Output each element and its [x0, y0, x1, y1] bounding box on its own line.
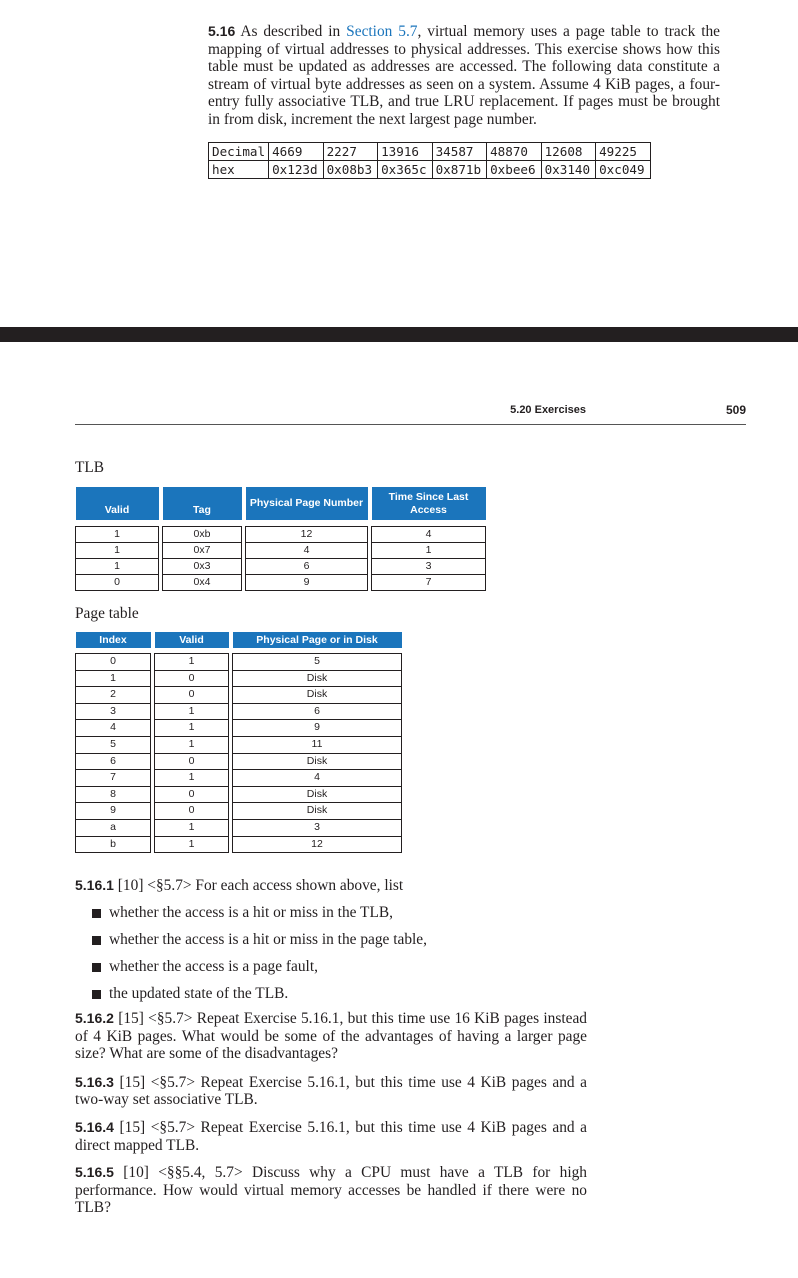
tlb-cell: 7	[372, 575, 486, 591]
pt-row	[76, 786, 402, 803]
pt-row	[76, 753, 402, 770]
pt-cell: a	[76, 819, 151, 836]
pt-cell: 6	[76, 753, 151, 770]
tlb-cell: 1	[372, 543, 486, 559]
intro-text-before-link: As described in	[240, 23, 341, 40]
bullet-square-icon	[92, 963, 101, 972]
bullet-square-icon	[92, 990, 101, 999]
pt-cell: Disk	[233, 687, 402, 704]
hex-label: hex	[209, 161, 269, 179]
decimal-cell: 13916	[378, 143, 433, 161]
questions	[75, 877, 587, 1217]
bullet-item: the updated state of the TLB.	[75, 985, 587, 1004]
bullet-item: whether the access is a page fault,	[75, 958, 587, 985]
page-separator	[0, 327, 798, 342]
hex-cell: 0x3140	[541, 161, 596, 179]
tlb-cell: 0	[76, 575, 159, 591]
tlb-cell: 0x7	[163, 543, 242, 559]
decimal-cell: 4669	[269, 143, 324, 161]
pt-cell: 9	[76, 803, 151, 820]
hex-cell: 0x365c	[378, 161, 433, 179]
decimal-cell: 34587	[432, 143, 487, 161]
pt-cell: 4	[76, 720, 151, 737]
tlb-cell: 1	[76, 527, 159, 543]
question-number: 5.16.5	[75, 1164, 114, 1181]
tlb-cell: 3	[372, 559, 486, 575]
question-bullets	[75, 904, 587, 1004]
question-text: [10] <§§5.4, 5.7> Discuss why a CPU must have a TLB for high performance. How would virtual memory accesses be handled if there were no TLB?	[75, 1164, 587, 1217]
pt-cell: 9	[233, 720, 402, 737]
hex-row	[209, 161, 651, 179]
decimal-cell: 49225	[596, 143, 651, 161]
tlb-header-ppn: Physical Page Number	[246, 487, 368, 520]
bullet-item: whether the access is a hit or miss in the page table,	[75, 931, 587, 958]
tlb-cell: 6	[246, 559, 368, 575]
decimal-cell: 2227	[323, 143, 378, 161]
page-table	[75, 632, 402, 853]
tlb-cell: 1	[76, 559, 159, 575]
question-5-16-5	[75, 1164, 587, 1217]
pt-cell: 11	[233, 736, 402, 753]
question-text: [15] <§5.7> Repeat Exercise 5.16.1, but this time use 4 KiB pages and a direct mapped TLB.	[75, 1118, 587, 1154]
pt-cell: 3	[76, 703, 151, 720]
pt-header-ppn: Physical Page or in Disk	[233, 632, 402, 648]
tlb-cell: 0x4	[163, 575, 242, 591]
pt-header-valid: Valid	[155, 632, 229, 648]
pt-cell: 7	[76, 770, 151, 787]
pt-cell: 2	[76, 687, 151, 704]
tlb-header-tag: Tag	[163, 487, 242, 520]
pt-cell: 1	[155, 770, 229, 787]
bullet-square-icon	[92, 909, 101, 918]
question-5-16-3	[75, 1074, 587, 1109]
hex-cell: 0x08b3	[323, 161, 378, 179]
intro-text-after-link: , virtual memory uses a page table to track the mapping of virtual addresses to physical addresses. This exercise shows how this table must be updated as addresses are accessed. The following data constitute a stream of virtual byte addresses as seen on a system. Assume 4 KiB pages, a four-entry fully associative TLB, and true LRU replacement. If pages must be brought in from disk, increment the next largest page number.	[208, 23, 720, 128]
tlb-row	[76, 527, 486, 543]
hex-cell: 0xbee6	[487, 161, 542, 179]
pt-cell: Disk	[233, 786, 402, 803]
question-number: 5.16.1	[75, 877, 114, 893]
pt-cell: 1	[76, 670, 151, 687]
question-number: 5.16.2	[75, 1010, 114, 1026]
running-header	[75, 404, 746, 425]
bullet-square-icon	[92, 936, 101, 945]
hex-cell: 0xc049	[596, 161, 651, 179]
tlb-header-row	[76, 487, 486, 520]
pt-cell: Disk	[233, 753, 402, 770]
question-text: [15] <§5.7> Repeat Exercise 5.16.1, but this time use 4 KiB pages and a two-way set associative TLB.	[75, 1073, 587, 1109]
pt-cell: 0	[76, 654, 151, 671]
pt-cell: b	[76, 836, 151, 853]
address-stream-table	[208, 142, 651, 179]
bullet-item: whether the access is a hit or miss in the TLB,	[75, 904, 587, 931]
tlb-label: TLB	[75, 459, 105, 476]
pt-cell: Disk	[233, 803, 402, 820]
pt-cell: 1	[155, 836, 229, 853]
exercise-intro	[208, 23, 720, 129]
tlb-cell: 12	[246, 527, 368, 543]
tlb-row	[76, 543, 486, 559]
pt-cell: 8	[76, 786, 151, 803]
question-text: [15] <§5.7> Repeat Exercise 5.16.1, but this time use 16 KiB pages instead of 4 KiB pages. What would be some of the advantages of having a larger page size? What are some of the disadvantages?	[75, 1010, 587, 1063]
pt-cell: 1	[155, 703, 229, 720]
tlb-cell: 9	[246, 575, 368, 591]
pt-cell: 6	[233, 703, 402, 720]
pt-cell: 0	[155, 786, 229, 803]
tlb-header-time: Time Since Last Access	[372, 487, 486, 520]
pt-cell: 4	[233, 770, 402, 787]
question-number: 5.16.3	[75, 1073, 114, 1090]
page-table-header-row	[76, 632, 402, 648]
question-text: [10] <§5.7> For each access shown above, list	[117, 877, 404, 894]
decimal-cell: 12608	[541, 143, 596, 161]
pt-header-index: Index	[76, 632, 151, 648]
pt-row	[76, 720, 402, 737]
pt-row	[76, 770, 402, 787]
pt-row	[76, 703, 402, 720]
hex-cell: 0x871b	[432, 161, 487, 179]
tlb-cell: 4	[246, 543, 368, 559]
tlb-table	[75, 487, 486, 591]
pt-cell: 0	[155, 670, 229, 687]
decimal-label: Decimal	[209, 143, 269, 161]
exercise-number: 5.16	[208, 23, 236, 39]
pt-cell: 5	[233, 654, 402, 671]
pt-cell: 3	[233, 819, 402, 836]
tlb-cell: 1	[76, 543, 159, 559]
tlb-header-valid: Valid	[76, 487, 159, 520]
pt-cell: 1	[155, 819, 229, 836]
tlb-row	[76, 559, 486, 575]
question-5-16-1	[75, 877, 587, 904]
decimal-row	[209, 143, 651, 161]
decimal-cell: 48870	[487, 143, 542, 161]
pt-row	[76, 819, 402, 836]
page-table-label: Page table	[75, 605, 139, 622]
tlb-cell: 0xb	[163, 527, 242, 543]
pt-row	[76, 736, 402, 753]
hex-cell: 0x123d	[269, 161, 324, 179]
page-number: 509	[725, 403, 746, 417]
pt-row	[76, 654, 402, 671]
pt-cell: 1	[155, 720, 229, 737]
tlb-row	[76, 575, 486, 591]
section-link[interactable]: Section 5.7	[346, 23, 418, 40]
pt-cell: 0	[155, 753, 229, 770]
pt-row	[76, 803, 402, 820]
pt-cell: Disk	[233, 670, 402, 687]
pt-row	[76, 687, 402, 704]
question-5-16-4	[75, 1119, 587, 1154]
question-5-16-2	[75, 1010, 587, 1063]
pt-cell: 0	[155, 687, 229, 704]
tlb-cell: 4	[372, 527, 486, 543]
pt-cell: 1	[155, 654, 229, 671]
pt-cell: 5	[76, 736, 151, 753]
section-title: 5.20 Exercises	[510, 404, 586, 416]
pt-row	[76, 670, 402, 687]
pt-row	[76, 836, 402, 853]
pt-cell: 12	[233, 836, 402, 853]
question-number: 5.16.4	[75, 1118, 114, 1135]
pt-cell: 0	[155, 803, 229, 820]
pt-cell: 1	[155, 736, 229, 753]
tlb-cell: 0x3	[163, 559, 242, 575]
